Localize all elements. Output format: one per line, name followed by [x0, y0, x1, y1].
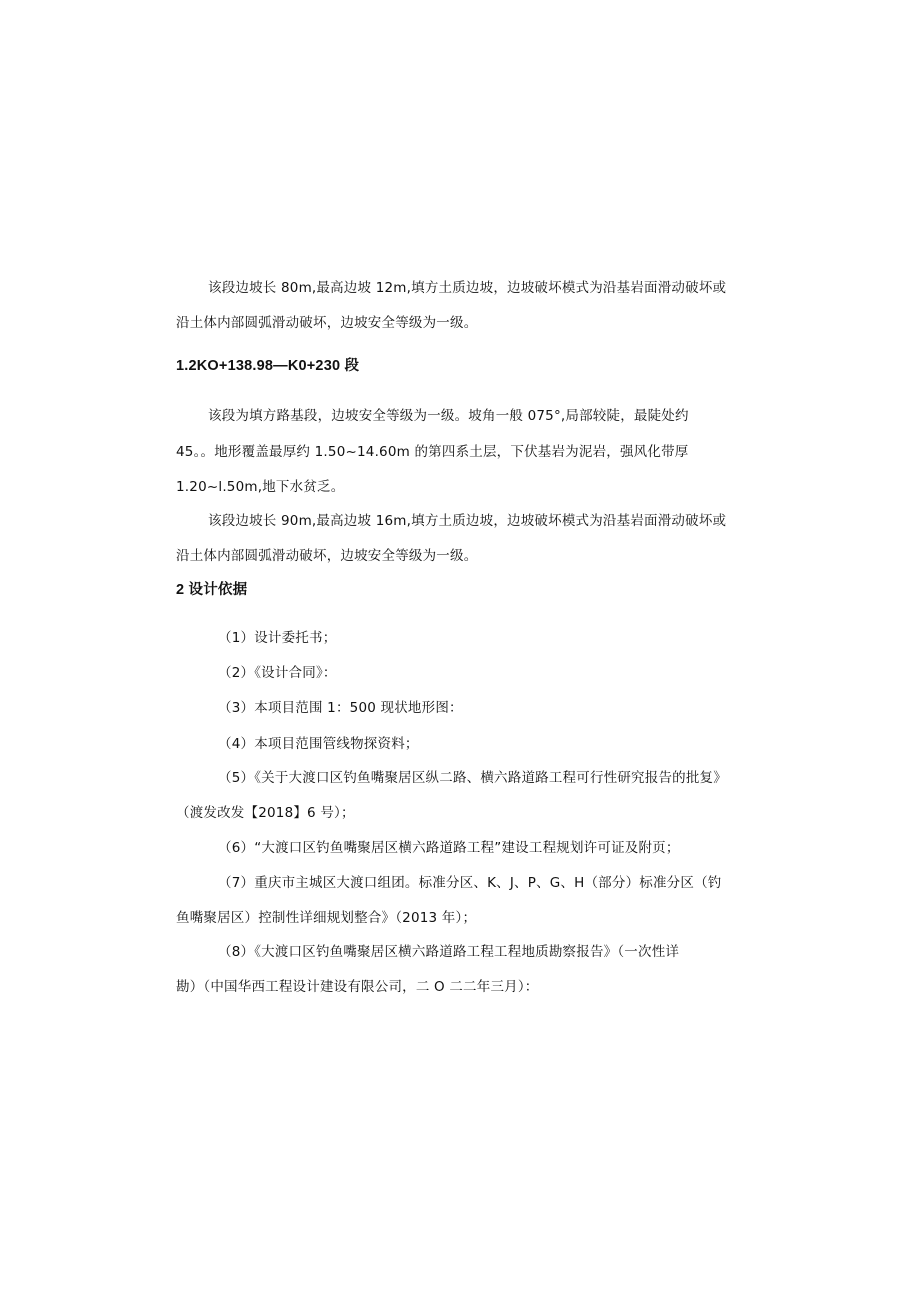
list-item: （渡发改发【2018】6 号）；: [176, 805, 355, 821]
section-heading: 1.2KO+138.98—K0+230 段: [176, 358, 360, 374]
paragraph-line: 1.20~l.50m,地下水贫乏。: [176, 479, 345, 495]
list-item: （3）本项目范围 1：500 现状地形图：: [218, 700, 463, 716]
list-item: （2）《设计合同》：: [218, 665, 337, 681]
list-item: （5）《关于大渡口区钓鱼嘴聚居区纵二路、横六路道路工程可行性研究报告的批复》: [218, 770, 727, 786]
paragraph-line: 该段为填方路基段，边坡安全等级为一级。坡角一般 075°,局部较陡，最陡处约: [208, 408, 689, 424]
paragraph-line: 该段边坡长 80m,最高边坡 12m,填方土质边坡，边坡破坏模式为沿基岩面滑动破坏或: [208, 280, 727, 296]
list-item: 勘）（中国华西工程设计建设有限公司，二 O 二二年三月）：: [176, 979, 539, 995]
list-item: （6）“大渡口区钓鱼嘴聚居区横六路道路工程”建设工程规划许可证及附页；: [218, 840, 680, 856]
list-item: （1）设计委托书；: [218, 630, 337, 646]
list-item: 鱼嘴聚居区）控制性详细规划整合》（2013 年）；: [176, 910, 477, 926]
list-item: （7）重庆市主城区大渡口组团。标准分区、K、J、P、G、H（部分）标准分区（钓: [218, 875, 722, 891]
paragraph-line: 该段边坡长 90m,最高边坡 16m,填方土质边坡，边坡破坏模式为沿基岩面滑动破坏或: [208, 513, 727, 529]
section-heading: 2 设计依据: [176, 582, 248, 598]
list-item: （8）《大渡口区钓鱼嘴聚居区横六路道路工程工程地质勘察报告》（一次性详: [218, 944, 680, 960]
list-item: （4）本项目范围管线物探资料；: [218, 736, 419, 752]
paragraph-line: 沿土体内部圆弧滑动破坏，边坡安全等级为一级。: [176, 315, 478, 331]
paragraph-line: 沿土体内部圆弧滑动破坏，边坡安全等级为一级。: [176, 548, 478, 564]
paragraph-line: 45。。地形覆盖最厚约 1.50~14.60m 的第四系土层，下伏基岩为泥岩，强风化带厚: [176, 444, 689, 460]
